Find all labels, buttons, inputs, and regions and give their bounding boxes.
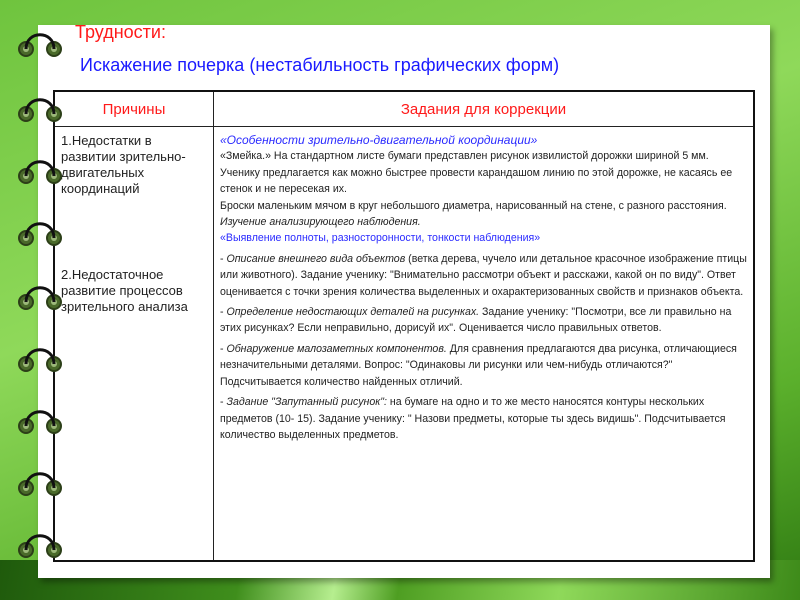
spiral-ring-icon — [18, 531, 62, 561]
item-lead: - — [220, 342, 227, 355]
item-name: Задание "Запутанный рисунок": — [226, 396, 387, 409]
section2-title: «Выявление полноты, разносторонности, тонкости наблюдения» — [220, 232, 541, 245]
item-text: на бумаге на одно и то же место наносятся контуры нескольких предметов (10- 15). Задание ученику: " Назови предметы, которые ты здесь видишь". Подсчитывается количество выделенных предметов. — [220, 396, 726, 441]
task-snake: «Змейка.» На стандартном листе бумаги представлен рисунок извилистой дорожки шириной 5 мм. Ученику предлагается как можно быстрее провести карандашом линию по этой дорожке, не касаясь ее стенок и не пересекая их. — [220, 150, 733, 196]
task-item — [220, 341, 747, 390]
task-item — [220, 394, 747, 443]
section2-heading: Изучение анализирующего наблюдения. — [220, 216, 421, 229]
table-header-row — [54, 91, 754, 127]
item-text: Задание ученику: "Посмотри, все ли правильно на этих рисунках? Если неправильно, дорисуй их". Оценивается число правильных ответов. — [220, 306, 732, 335]
spiral-ring-icon — [18, 469, 62, 499]
spiral-ring-icon — [18, 157, 62, 187]
task-item — [220, 304, 747, 337]
tasks-cell — [214, 127, 755, 562]
page-title: Трудности: — [75, 22, 166, 42]
item-text: (ветка дерева, чучело или детальное красочное изображение птицы или животного). Задание ученику: "Внимательно рассмотри объект и расскажи, какой он по виду". Ответ оценивается с точки зрения количества выделенных и охарактеризованных свойств и признаков объекта. — [220, 252, 747, 298]
item-text: Для сравнения предлагаются два рисунка, отличающиеся незначительными деталями. Вопрос: "Одинаковы ли рисунки или чем-нибудь отличаются?" Подсчитывается количество найденных отличий. — [220, 342, 737, 388]
item-lead: - — [220, 252, 227, 265]
spiral-ring-icon — [18, 219, 62, 249]
causes-cell — [54, 127, 214, 562]
header-tasks: Задания для коррекции — [214, 91, 755, 127]
item-name: Описание внешнего вида объектов — [226, 252, 406, 265]
correction-table — [53, 90, 755, 562]
header-causes: Причины — [54, 91, 214, 127]
item-lead: - — [220, 396, 227, 409]
section1-title: «Особенности зрительно-двигательной координации» — [220, 133, 538, 147]
cause-2: 2.Недостаточное развитие процессов зрительного анализа — [61, 267, 188, 314]
spiral-ring-icon — [18, 30, 62, 60]
spiral-ring-icon — [18, 95, 62, 125]
item-name: Определение недостающих деталей на рисунках. — [226, 306, 480, 319]
table-row — [54, 127, 754, 562]
cause-1: 1.Недостатки в развитии зрительно-двигательных координаций — [61, 133, 186, 196]
page-subtitle: Искажение почерка (нестабильность графических форм) — [80, 55, 560, 75]
item-name: Обнаружение малозаметных компонентов. — [226, 342, 447, 355]
spiral-ring-icon — [18, 283, 62, 313]
spiral-ring-icon — [18, 407, 62, 437]
item-lead: - — [220, 306, 227, 319]
task-balls: Броски маленьким мячом в круг небольшого диаметра, нарисованный на стене, с разного расстояния. — [220, 199, 727, 212]
spiral-ring-icon — [18, 345, 62, 375]
task-item — [220, 251, 747, 300]
